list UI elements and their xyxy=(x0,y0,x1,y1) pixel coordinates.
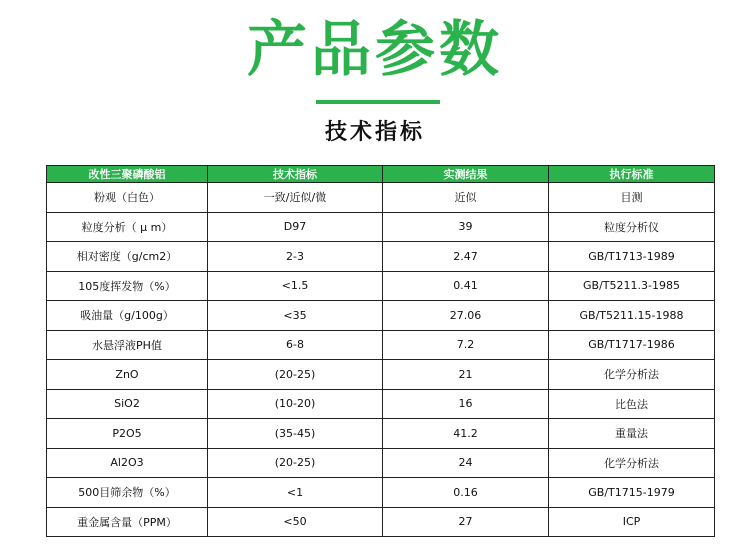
table-cell: 目测 xyxy=(549,183,715,213)
table-cell: P2O5 xyxy=(47,419,208,449)
table-cell: 24 xyxy=(383,448,549,478)
table-cell: 一致/近似/微 xyxy=(208,183,383,213)
table-cell: <50 xyxy=(208,507,383,537)
table-cell: (20-25) xyxy=(208,360,383,390)
table-row xyxy=(47,271,715,301)
header-cell: 改性三聚磷酸铝 xyxy=(47,166,208,183)
table-cell: GB/T5211.15-1988 xyxy=(549,301,715,331)
table-cell: (20-25) xyxy=(208,448,383,478)
section-subtitle: 技术指标 xyxy=(324,120,425,145)
table-row xyxy=(47,242,715,272)
table-cell: 500目筛余物（%） xyxy=(47,478,208,508)
table-cell: 6-8 xyxy=(208,330,383,360)
table-row xyxy=(47,183,715,213)
table-row xyxy=(47,419,715,449)
table-row xyxy=(47,507,715,537)
table-cell: 0.41 xyxy=(383,271,549,301)
table-row xyxy=(47,360,715,390)
table-cell: 化学分析法 xyxy=(549,448,715,478)
table-cell: SiO2 xyxy=(47,389,208,419)
table-cell: 27.06 xyxy=(383,301,549,331)
page-title: 产品参数 xyxy=(247,15,503,85)
table-cell: GB/T1717-1986 xyxy=(549,330,715,360)
table-cell: 16 xyxy=(383,389,549,419)
table-cell: <1.5 xyxy=(208,271,383,301)
table-row xyxy=(47,330,715,360)
table-cell: (35-45) xyxy=(208,419,383,449)
table-cell: 相对密度（g/cm2） xyxy=(47,242,208,272)
table-cell: GB/T1713-1989 xyxy=(549,242,715,272)
table-cell: (10-20) xyxy=(208,389,383,419)
table-row xyxy=(47,448,715,478)
table-cell: 0.16 xyxy=(383,478,549,508)
table-cell: <35 xyxy=(208,301,383,331)
table-cell: 化学分析法 xyxy=(549,360,715,390)
table-cell: 粒度分析（ μ m） xyxy=(47,212,208,242)
table-cell: 近似 xyxy=(383,183,549,213)
table-header-row xyxy=(47,166,715,183)
table-cell: 105度挥发物（%） xyxy=(47,271,208,301)
table-cell: 2-3 xyxy=(208,242,383,272)
table-cell: ZnO xyxy=(47,360,208,390)
table-cell: <1 xyxy=(208,478,383,508)
table-cell: 吸油量（g/100g） xyxy=(47,301,208,331)
table-cell: 21 xyxy=(383,360,549,390)
table-cell: GB/T1715-1979 xyxy=(549,478,715,508)
table-cell: 比色法 xyxy=(549,389,715,419)
table-cell: 重金属含量（PPM） xyxy=(47,507,208,537)
header-cell: 技术指标 xyxy=(208,166,383,183)
table-cell: Al2O3 xyxy=(47,448,208,478)
table-cell: 2.47 xyxy=(383,242,549,272)
table-row xyxy=(47,212,715,242)
header-cell: 执行标准 xyxy=(549,166,715,183)
table-cell: 41.2 xyxy=(383,419,549,449)
header-cell: 实测结果 xyxy=(383,166,549,183)
table-cell: 7.2 xyxy=(383,330,549,360)
table-row xyxy=(47,301,715,331)
table-cell: 粒度分析仪 xyxy=(549,212,715,242)
title-underline xyxy=(316,100,440,104)
table-cell: ICP xyxy=(549,507,715,537)
table-cell: D97 xyxy=(208,212,383,242)
spec-table xyxy=(46,165,715,537)
table-cell: 27 xyxy=(383,507,549,537)
table-cell: 重量法 xyxy=(549,419,715,449)
table-row xyxy=(47,478,715,508)
table-cell: 水悬浮液PH值 xyxy=(47,330,208,360)
table-cell: GB/T5211.3-1985 xyxy=(549,271,715,301)
table-cell: 粉观（白色） xyxy=(47,183,208,213)
table-cell: 39 xyxy=(383,212,549,242)
table-row xyxy=(47,389,715,419)
